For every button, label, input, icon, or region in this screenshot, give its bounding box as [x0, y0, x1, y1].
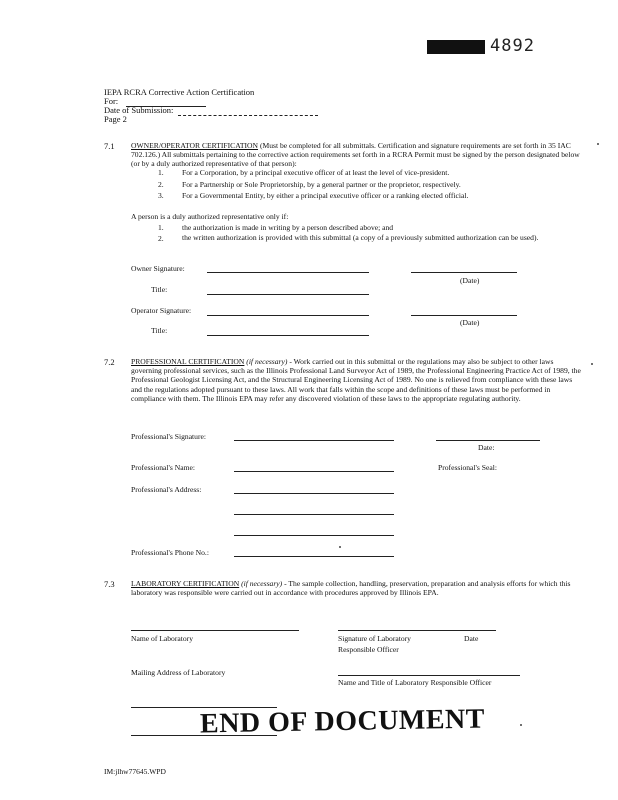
section-7-2-text: - Work carried out in this submittal or the regulations may also be subject to other laws governing professional services, such as the Illinois Professional Land Surveyor Act of 1989, the Professional Engineering Practice Act of 1989, the Professional Geologist Licensing Act, and the Structural Engineering Licensing Act of 1989. No one is relieved from compliance with these laws and the regulations adopted pursuant to these laws. All work that falls within the scope and definitions of these laws must be performed in compliance with them. The Illinois EPA may refer any discovered violation of these laws to the appropriate regulating authority. — [131, 357, 581, 403]
professional-name-label: Professional's Name: — [131, 463, 196, 472]
professional-signature-label: Professional's Signature: — [131, 432, 206, 441]
lab-signature-label-2: Responsible Officer — [338, 645, 399, 654]
section-7-2-title: PROFESSIONAL CERTIFICATION — [131, 357, 245, 366]
section-7-2-number: 7.2 — [104, 357, 115, 367]
owner-date-label: (Date) — [460, 276, 480, 285]
header-title: IEPA RCRA Corrective Action Certification — [104, 87, 255, 97]
section-7-1-title-note: (Must be completed for all submittals. — [259, 141, 376, 150]
scan-speck — [597, 143, 599, 145]
end-of-document-stamp: END OF DOCUMENT — [199, 703, 486, 740]
lab-signature-line[interactable] — [338, 630, 496, 631]
list-item-number: 2. — [158, 180, 164, 189]
owner-signature-line[interactable] — [207, 272, 369, 273]
operator-signature-label: Operator Signature: — [131, 306, 192, 315]
section-7-3-text: - The sample collection, handling, preservation, preparation and analysis efforts for which this laboratory was responsible were carried out in accordance with procedures approved by Illinois EPA. — [131, 579, 571, 598]
scan-speck — [591, 363, 593, 365]
section-7-2-body — [131, 357, 581, 403]
footer-code: IM:jlhw77645.WPD — [104, 767, 166, 776]
lab-officer-name-line[interactable] — [338, 675, 520, 676]
operator-signature-line[interactable] — [207, 315, 369, 316]
list-item: For a Corporation, by a principal executive officer of at least the level of vice-president. — [182, 168, 450, 177]
header-for: For: — [104, 96, 119, 106]
professional-date-line[interactable] — [436, 440, 540, 441]
owner-date-line[interactable] — [411, 272, 517, 273]
redaction-bar — [427, 40, 485, 54]
professional-address-line[interactable] — [234, 493, 394, 494]
section-7-1-number: 7.1 — [104, 141, 115, 151]
section-7-1-text: Certification and signature requirements are set forth in 35 IAC 702.126.) All submittals pertaining to the corrective action requirements set forth in a RCRA Permit must be signed by the person designated below (or by a duly authorized representative of that person): — [131, 141, 580, 169]
professional-seal-label: Professional's Seal: — [438, 463, 497, 472]
date-submission-line — [178, 115, 318, 116]
operator-date-line[interactable] — [411, 315, 517, 316]
section-7-1-body — [131, 141, 581, 169]
list-item-number: 1. — [158, 168, 164, 177]
professional-name-line[interactable] — [234, 471, 394, 472]
professional-signature-line[interactable] — [234, 440, 394, 441]
header-date-submission: Date of Submission: — [104, 105, 174, 115]
section-7-1-title: OWNER/OPERATOR CERTIFICATION — [131, 141, 259, 150]
professional-address-label: Professional's Address: — [131, 485, 202, 494]
scan-speck — [339, 546, 341, 548]
section-7-3-number: 7.3 — [104, 579, 115, 589]
rep-intro: A person is a duly authorized representative only if: — [131, 212, 289, 221]
scan-speck — [520, 724, 522, 726]
owner-signature-label: Owner Signature: — [131, 264, 185, 273]
list-item: the authorization is made in writing by a person described above; and — [182, 223, 394, 232]
header-page: Page 2 — [104, 114, 127, 124]
list-item-number: 1. — [158, 223, 164, 232]
list-item: For a Governmental Entity, by either a principal executive officer or a ranking elected official. — [182, 191, 469, 200]
lab-date-label: Date — [464, 634, 479, 643]
list-item: the written authorization is provided with this submittal (a copy of a previously submitted authorization can be used). — [182, 233, 539, 242]
section-7-3-title-note: (if necessary) — [241, 579, 283, 588]
document-number: 4892 — [490, 36, 535, 56]
list-item-number: 3. — [158, 191, 164, 200]
lab-name-label: Name of Laboratory — [131, 634, 193, 643]
professional-phone-line[interactable] — [234, 556, 394, 557]
list-item: For a Partnership or Sole Proprietorship, by a general partner or the proprietor, respectively. — [182, 180, 461, 189]
operator-title-line[interactable] — [207, 335, 369, 336]
owner-title-line[interactable] — [207, 294, 369, 295]
professional-address-line[interactable] — [234, 514, 394, 515]
lab-name-line[interactable] — [131, 630, 299, 631]
professional-phone-label: Professional's Phone No.: — [131, 548, 209, 557]
operator-title-label: Title: — [151, 326, 168, 335]
operator-date-label: (Date) — [460, 318, 480, 327]
lab-signature-label: Signature of Laboratory — [338, 634, 411, 643]
section-7-3-body — [131, 579, 581, 597]
lab-officer-name-label: Name and Title of Laboratory Responsible Officer — [338, 678, 492, 687]
list-item-number: 2. — [158, 234, 164, 243]
section-7-3-title: LABORATORY CERTIFICATION — [131, 579, 240, 588]
lab-mailing-label: Mailing Address of Laboratory — [131, 668, 226, 677]
professional-address-line[interactable] — [234, 535, 394, 536]
professional-date-label: Date: — [478, 443, 495, 452]
section-7-2-title-note: (if necessary) — [246, 357, 288, 366]
owner-title-label: Title: — [151, 285, 168, 294]
